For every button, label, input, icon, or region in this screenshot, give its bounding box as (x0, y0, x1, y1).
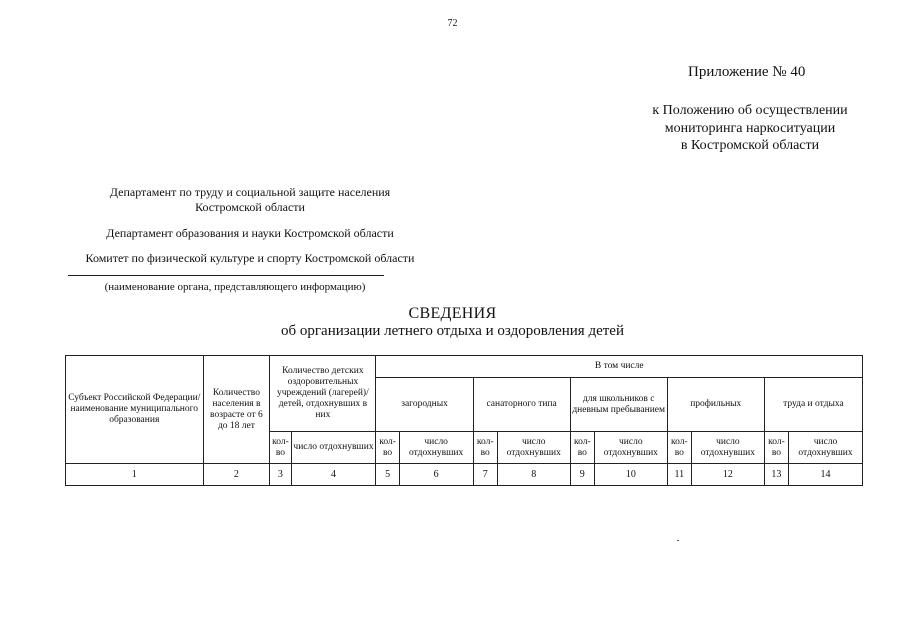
appendix-title: Приложение № 40 (688, 64, 806, 80)
appendix-subtitle-line: к Положению об осуществлении (652, 103, 848, 118)
column-number: 1 (66, 464, 204, 486)
signature-line (68, 275, 384, 276)
org-labor-social-line: Департамент по труду и социальной защите населения (109, 185, 391, 199)
column-number: 5 (376, 464, 399, 486)
appendix-subtitle-line: в Костромской области (680, 138, 820, 153)
header-subject: Субъект Российской Федерации/наименование муниципального образования (66, 356, 204, 464)
column-number: 7 (473, 464, 497, 486)
group-day-stay: для школьников с дневным пребыванием (570, 378, 667, 432)
document-subtitle: об организации летнего отдыха и оздоровления детей (281, 323, 624, 339)
column-number: 4 (291, 464, 376, 486)
column-number: 6 (399, 464, 473, 486)
column-number: 9 (570, 464, 594, 486)
column-number: 2 (203, 464, 270, 486)
header-institutions: Количество детских оздоровительных учреждений (лагерей)/ детей, отдохнувших в них (270, 356, 376, 432)
subheader-count: кол-во (473, 432, 497, 464)
subheader-rested: число отдохнувших (497, 432, 570, 464)
subheader-rested: число отдохнувших (594, 432, 667, 464)
subheader-count: кол-во (667, 432, 691, 464)
scan-speck (677, 540, 679, 541)
column-number: 13 (764, 464, 788, 486)
group-country: загородных (376, 378, 473, 432)
subheader-count: кол-во (270, 432, 291, 464)
org-sport: Комитет по физической культуре и спорту Костромской области (85, 251, 415, 265)
column-number: 10 (594, 464, 667, 486)
subheader-count: кол-во (570, 432, 594, 464)
column-number: 8 (497, 464, 570, 486)
appendix-subtitle (600, 102, 900, 155)
column-number: 3 (270, 464, 291, 486)
header-population: Количество населения в возрасте от 6 до 18 лет (203, 356, 270, 464)
org-labor-social (50, 185, 450, 215)
group-profile: профильных (667, 378, 764, 432)
org-education: Департамент образования и науки Костромской области (106, 226, 394, 240)
subheader-count: кол-во (764, 432, 788, 464)
subheader-rested: число отдохнувших (291, 432, 376, 464)
signature-caption: (наименование органа, представляющего информацию) (104, 281, 366, 293)
group-labor-rest: труда и отдыха (764, 378, 862, 432)
subheader-rested: число отдохнувших (789, 432, 863, 464)
appendix-subtitle-line: мониторинга наркоситуации (664, 120, 836, 136)
subheader-count: кол-во (376, 432, 399, 464)
column-number: 11 (667, 464, 691, 486)
subheader-rested: число отдохнувших (691, 432, 764, 464)
org-labor-social-line: Костромской области (195, 200, 305, 214)
subheader-rested: число отдохнувших (399, 432, 473, 464)
page-number: 72 (447, 18, 458, 29)
column-number: 14 (789, 464, 863, 486)
group-sanatorium: санаторного типа (473, 378, 570, 432)
column-number: 12 (691, 464, 764, 486)
report-table (65, 355, 863, 486)
header-including: В том числе (376, 356, 863, 378)
document-title: СВЕДЕНИЯ (408, 305, 497, 322)
